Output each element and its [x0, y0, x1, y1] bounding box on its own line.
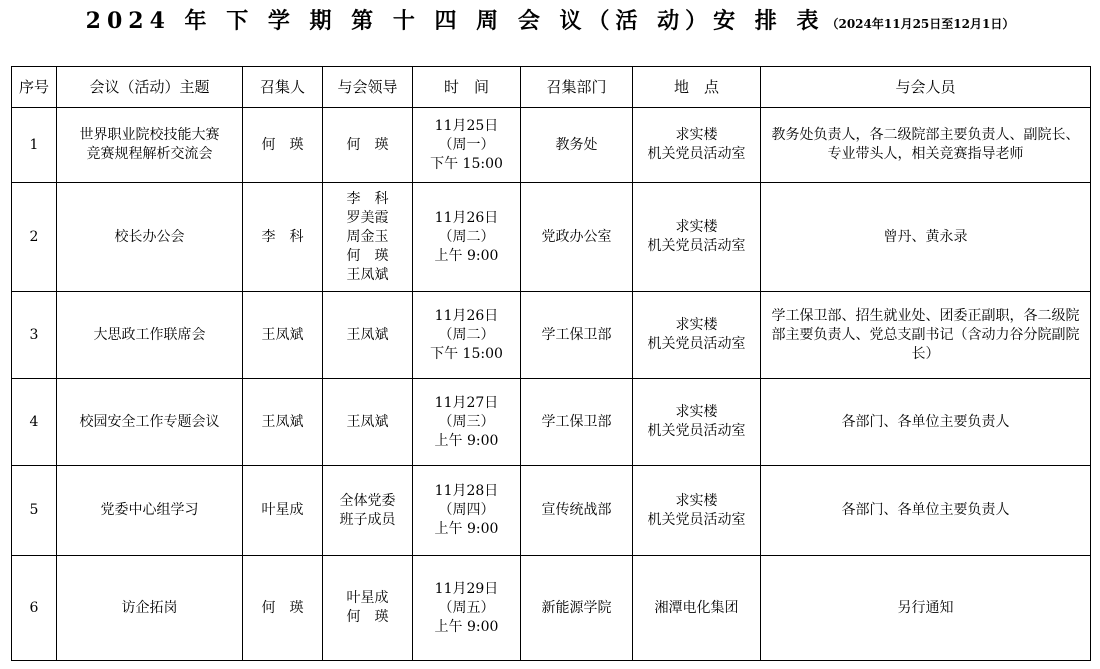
cell-leaders-line: 何 瑛 [346, 247, 389, 264]
cell-topic-line: 校长办公会 [114, 228, 185, 245]
cell-time [413, 292, 521, 379]
cell-topic [57, 556, 243, 661]
cell-dept: 教务处 [521, 108, 633, 183]
cell-seq: 2 [12, 183, 57, 292]
cell-seq: 4 [12, 379, 57, 466]
table-row [12, 466, 1091, 556]
cell-time [413, 556, 521, 661]
cell-attendees: 另行通知 [761, 556, 1091, 661]
cell-leaders [323, 466, 413, 556]
cell-leaders-line: 李 科 [346, 190, 389, 207]
cell-dept: 新能源学院 [521, 556, 633, 661]
cell-time-line: （周二） [438, 228, 495, 245]
cell-dept: 学工保卫部 [521, 292, 633, 379]
cell-seq: 6 [12, 556, 57, 661]
cell-leaders-line: 罗美霞 [346, 209, 389, 226]
cell-seq: 1 [12, 108, 57, 183]
cell-place-line: 机关党员活动室 [647, 511, 746, 528]
cell-time-line: 下午 15:00 [430, 155, 503, 172]
cell-convener: 叶星成 [243, 466, 323, 556]
cell-leaders [323, 108, 413, 183]
cell-dept: 宣传统战部 [521, 466, 633, 556]
schedule-table [11, 66, 1091, 661]
cell-time-line: 下午 15:00 [430, 345, 503, 362]
cell-attendees: 教务处负责人，各二级院部主要负责人、副院长、专业带头人，相关竞赛指导老师 [761, 108, 1091, 183]
header-row [12, 67, 1091, 108]
cell-topic [57, 183, 243, 292]
cell-topic-line: 大思政工作联席会 [93, 326, 206, 343]
cell-time-line: 上午 9:00 [434, 247, 499, 264]
cell-topic-line: 访企拓岗 [121, 599, 178, 616]
cell-place-line: 机关党员活动室 [647, 238, 746, 254]
cell-place-line: 机关党员活动室 [647, 423, 746, 439]
cell-convener: 何 瑛 [243, 108, 323, 183]
cell-time-line: 11月26日 [434, 209, 499, 226]
cell-convener: 李 科 [243, 183, 323, 292]
cell-time-line: 11月29日 [434, 580, 499, 597]
cell-leaders-line: 何 瑛 [346, 609, 389, 625]
cell-place [633, 466, 761, 556]
cell-leaders-line: 叶星成 [346, 590, 389, 606]
cell-place-line: 机关党员活动室 [647, 336, 746, 352]
title-date-range: （2024年11月25日至12月1日） [826, 17, 1015, 31]
cell-place [633, 183, 761, 292]
cell-convener: 王凤斌 [243, 379, 323, 466]
cell-place-line: 湘潭电化集团 [654, 599, 739, 616]
cell-time [413, 183, 521, 292]
cell-place [633, 292, 761, 379]
cell-time-line: （周二） [438, 326, 495, 343]
cell-leaders-line: 全体党委 [339, 492, 396, 509]
cell-time-line: （周四） [438, 502, 495, 518]
title-main: 2024 年 下 学 期 第 十 四 周 会 议（活 动）安 排 表 [85, 8, 825, 34]
cell-topic-line: 竞赛规程解析交流会 [86, 146, 213, 162]
cell-convener: 王凤斌 [243, 292, 323, 379]
cell-leaders [323, 292, 413, 379]
cell-seq: 5 [12, 466, 57, 556]
cell-topic-line: 世界职业院校技能大赛 [79, 127, 220, 143]
cell-topic [57, 379, 243, 466]
cell-leaders-line: 何 瑛 [346, 136, 389, 153]
cell-time-line: （周三） [438, 413, 495, 430]
header-leaders: 与会领导 [323, 67, 413, 108]
cell-seq: 3 [12, 292, 57, 379]
header-place: 地 点 [633, 67, 761, 108]
cell-time [413, 108, 521, 183]
cell-attendees: 各部门、各单位主要负责人 [761, 379, 1091, 466]
cell-topic [57, 108, 243, 183]
table-row [12, 108, 1091, 183]
cell-place-line: 求实楼 [675, 127, 718, 143]
cell-place-line: 求实楼 [675, 492, 718, 509]
cell-time-line: （周一） [438, 136, 495, 153]
cell-topic-line: 党委中心组学习 [100, 502, 199, 518]
cell-convener: 何 瑛 [243, 556, 323, 661]
cell-time [413, 466, 521, 556]
cell-attendees: 学工保卫部、招生就业处、团委正副职，各二级院部主要负责人、党总支副书记（含动力谷分院副院长） [761, 292, 1091, 379]
cell-topic-line: 校园安全工作专题会议 [79, 413, 220, 430]
cell-time-line: 11月27日 [434, 394, 499, 411]
cell-topic [57, 292, 243, 379]
cell-place-line: 机关党员活动室 [647, 146, 746, 162]
header-topic: 会议（活动）主题 [57, 67, 243, 108]
cell-time-line: 上午 9:00 [434, 432, 499, 449]
header-convener: 召集人 [243, 67, 323, 108]
cell-place-line: 求实楼 [675, 219, 718, 235]
table-row [12, 292, 1091, 379]
header-seq: 序号 [12, 67, 57, 108]
cell-place [633, 379, 761, 466]
cell-leaders-line: 周金玉 [346, 228, 389, 245]
cell-time-line: 上午 9:00 [434, 618, 499, 635]
cell-place [633, 108, 761, 183]
cell-dept: 党政办公室 [521, 183, 633, 292]
cell-time-line: 11月26日 [434, 307, 499, 324]
header-time: 时 间 [413, 67, 521, 108]
cell-leaders [323, 556, 413, 661]
cell-attendees: 曾丹、黄永录 [761, 183, 1091, 292]
cell-time-line: （周五） [438, 599, 495, 616]
header-dept: 召集部门 [521, 67, 633, 108]
cell-time-line: 11月25日 [434, 117, 499, 134]
cell-leaders-line: 王凤斌 [346, 413, 389, 430]
cell-leaders [323, 183, 413, 292]
cell-place-line: 求实楼 [675, 404, 718, 420]
cell-attendees: 各部门、各单位主要负责人 [761, 466, 1091, 556]
cell-dept: 学工保卫部 [521, 379, 633, 466]
cell-place-line: 求实楼 [675, 317, 718, 333]
header-attendees: 与会人员 [761, 67, 1091, 108]
table-row [12, 379, 1091, 466]
cell-leaders-line: 班子成员 [339, 511, 396, 528]
cell-place [633, 556, 761, 661]
cell-leaders-line: 王凤斌 [346, 326, 389, 343]
table-row [12, 556, 1091, 661]
cell-topic [57, 466, 243, 556]
page-title [0, 4, 1100, 44]
cell-leaders-line: 王凤斌 [346, 266, 389, 283]
cell-time-line: 上午 9:00 [434, 521, 499, 537]
cell-time-line: 11月28日 [434, 483, 499, 499]
table-row [12, 183, 1091, 292]
cell-time [413, 379, 521, 466]
cell-leaders [323, 379, 413, 466]
